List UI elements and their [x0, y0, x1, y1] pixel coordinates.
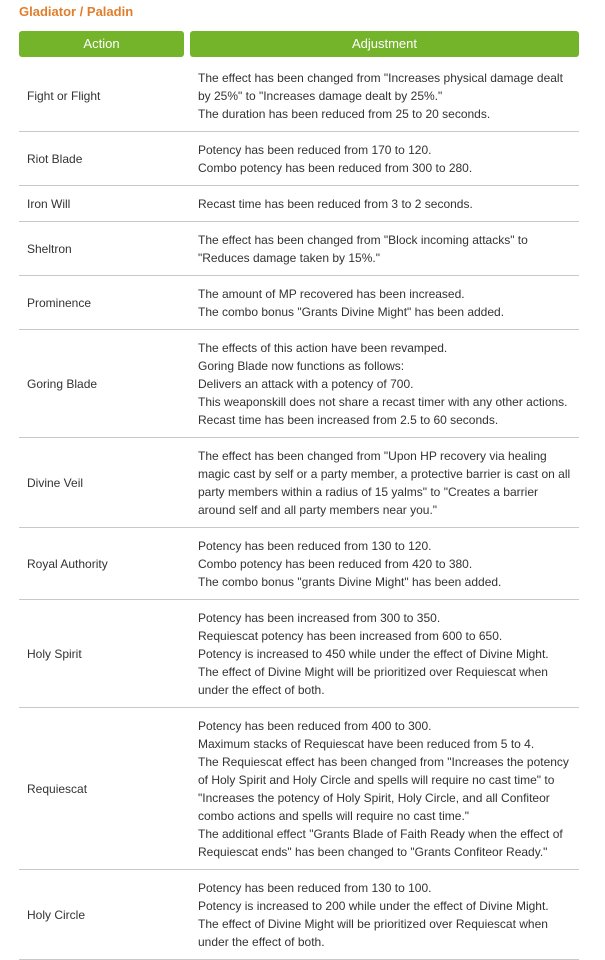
- action-name: Royal Authority: [27, 556, 108, 571]
- adjustment-line: Recast time has been increased from 2.5 to 60 seconds.: [198, 413, 499, 427]
- action-name: Divine Veil: [27, 475, 84, 490]
- adjustment-line: The combo bonus "grants Divine Might" has been added.: [198, 575, 502, 589]
- adjustment-line: Combo potency has been reduced from 420 to 380.: [198, 557, 473, 571]
- adjustment-line: Maximum stacks of Requiescat have been reduced from 5 to 4.: [198, 737, 535, 751]
- adjustment-line: The effect has been changed from "Increases physical damage dealt by 25%" to "Increases damage dealt by 25%.": [198, 71, 563, 103]
- adjustment-line: Recast time has been reduced from 3 to 2 seconds.: [198, 197, 473, 211]
- action-name: Riot Blade: [27, 151, 83, 166]
- adjustment-line: The duration has been reduced from 25 to 20 seconds.: [198, 107, 491, 121]
- adjustment-text: [190, 276, 579, 329]
- table-row: [19, 276, 579, 330]
- adjustment-line: Potency is increased to 200 while under the effect of Divine Might.: [198, 899, 549, 913]
- adjustment-line: Potency is increased to 450 while under the effect of Divine Might.: [198, 647, 549, 661]
- adjustment-line: Goring Blade now functions as follows:: [198, 359, 405, 373]
- table-row: [19, 600, 579, 708]
- adjustment-text: [190, 132, 579, 185]
- adjustment-line: The effect of Divine Might will be prioritized over Requiescat when under the effect of both.: [198, 665, 548, 697]
- adjustment-line: The effect of Divine Might will be prioritized over Requiescat when under the effect of both.: [198, 917, 548, 949]
- adjustment-line: Potency has been reduced from 170 to 120.: [198, 143, 432, 157]
- table-row: [19, 222, 579, 276]
- header-adjustment: Adjustment: [190, 31, 579, 57]
- action-name: Goring Blade: [27, 376, 98, 391]
- adjustment-line: The effect has been changed from "Block incoming attacks" to "Reduces damage taken by 15%.": [198, 233, 528, 265]
- action-name: Holy Circle: [27, 907, 86, 922]
- adjustment-table: [19, 31, 579, 960]
- action-name: Requiescat: [27, 781, 88, 796]
- table-row: [19, 60, 579, 132]
- section-title: Gladiator / Paladin: [19, 4, 134, 19]
- adjustment-line: Delivers an attack with a potency of 700.: [198, 377, 414, 391]
- adjustment-text: [190, 330, 579, 437]
- adjustment-line: This weaponskill does not share a recast timer with any other actions.: [198, 395, 568, 409]
- table-row: [19, 528, 579, 600]
- action-name: Iron Will: [27, 196, 71, 211]
- adjustment-text: [190, 708, 579, 869]
- adjustment-line: Potency has been increased from 300 to 350.: [198, 611, 441, 625]
- adjustment-line: Potency has been reduced from 400 to 300.: [198, 719, 432, 733]
- adjustment-text: [190, 222, 579, 275]
- adjustment-text: [190, 60, 579, 131]
- action-name: Prominence: [27, 295, 92, 310]
- table-row: [19, 132, 579, 186]
- adjustment-line: Potency has been reduced from 130 to 100.: [198, 881, 432, 895]
- adjustment-line: The effect has been changed from "Upon HP recovery via healing magic cast by self or a party member, a protective barrier is cast on all party members within a radius of 15 yalms" to "Creates a barrier around self and all party members near you.": [198, 449, 571, 517]
- adjustment-line: The Requiescat effect has been changed from "Increases the potency of Holy Spirit and Holy Circle and spells will require no cast time" to "Increases the potency of Holy Spirit, Holy Circle, and all Confiteor combo actions and spells will require no cast time.": [198, 755, 569, 823]
- table-row: [19, 186, 579, 222]
- table-row: [19, 438, 579, 528]
- adjustment-line: The combo bonus "Grants Divine Might" has been added.: [198, 305, 505, 319]
- adjustment-text: [190, 870, 579, 959]
- adjustment-text: [190, 600, 579, 707]
- action-name: Sheltron: [27, 241, 72, 256]
- table-row: [19, 708, 579, 870]
- action-name: Holy Spirit: [27, 646, 82, 661]
- adjustment-line: Requiescat potency has been increased from 600 to 650.: [198, 629, 503, 643]
- adjustment-line: The amount of MP recovered has been increased.: [198, 287, 465, 301]
- table-row: [19, 870, 579, 960]
- table-row: [19, 330, 579, 438]
- adjustment-line: The additional effect "Grants Blade of Faith Ready when the effect of Requiescat ends" has been changed to "Grants Confiteor Ready.": [198, 827, 563, 859]
- adjustment-line: Potency has been reduced from 130 to 120.: [198, 539, 432, 553]
- adjustment-text: [190, 438, 579, 527]
- adjustment-line: The effects of this action have been revamped.: [198, 341, 448, 355]
- adjustment-text: [190, 528, 579, 599]
- action-name: Fight or Flight: [27, 88, 101, 103]
- adjustment-line: Combo potency has been reduced from 300 to 280.: [198, 161, 473, 175]
- table-header: [19, 31, 579, 57]
- header-action: Action: [19, 31, 184, 57]
- table-body: [19, 60, 579, 960]
- adjustment-text: [190, 186, 579, 221]
